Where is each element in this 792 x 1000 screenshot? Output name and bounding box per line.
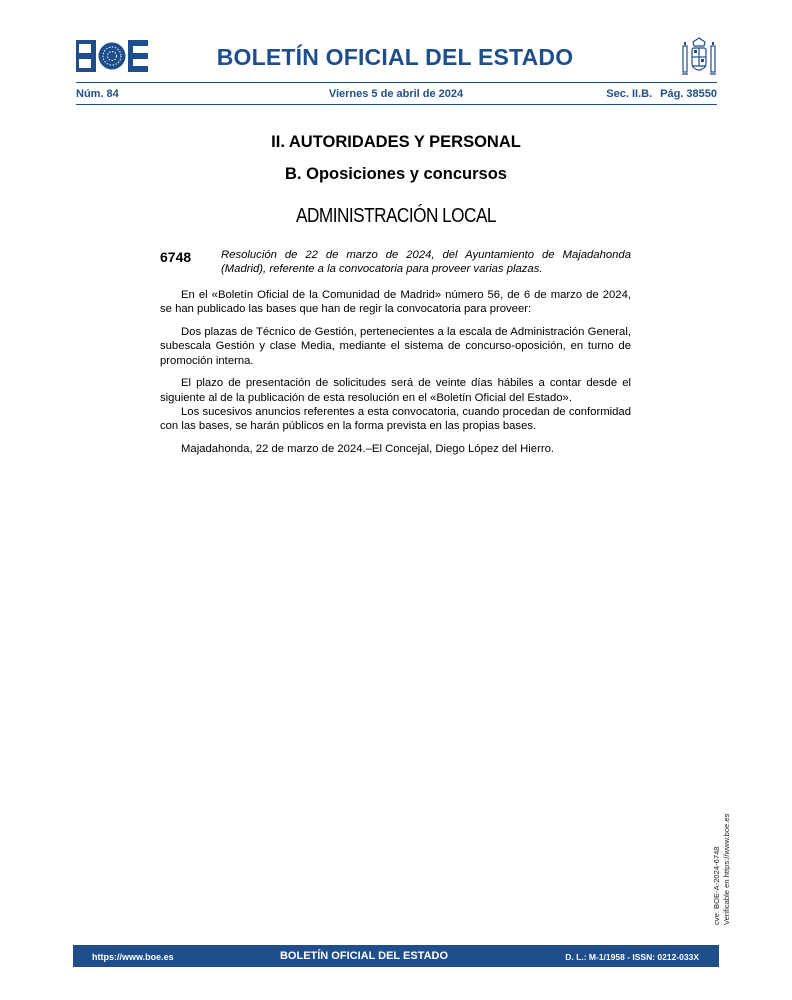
verification-note: [712, 725, 731, 925]
signature: Majadahonda, 22 de marzo de 2024.–El Concejal, Diego López del Hierro.: [181, 443, 555, 456]
masthead-title: BOLETÍN OFICIAL DEL ESTADO: [216, 44, 574, 70]
boe-logo: [76, 40, 148, 72]
paragraph: En el «Boletín Oficial de la Comunidad de Madrid» número 56, de 6 de marzo de 2024, se han publicado las bases que han de regir la convocatoria para proveer:: [160, 289, 631, 316]
header-rule-top: [76, 82, 717, 83]
section-category: ADMINISTRACIÓN LOCAL: [296, 205, 496, 227]
entry-number: 6748: [160, 249, 192, 265]
paragraph: Dos plazas de Técnico de Gestión, pertenecientes a la escala de Administración General, subescala Gestión y clase Media, mediante el sistema de concurso-oposición, en turno de promoción interna.: [160, 326, 631, 367]
paragraph: Los sucesivos anuncios referentes a esta convocatoria, cuando procedan de conformidad con las bases, se harán públicos en la forma prevista en las propias bases.: [160, 406, 631, 433]
section-code: Sec. II.B.: [606, 88, 653, 100]
header-rule-bottom: [76, 104, 717, 105]
entry-title: Resolución de 22 de marzo de 2024, del Ayuntamiento de Majadahonda (Madrid), referente a la convocatoria para proveer varias plazas.: [221, 249, 631, 275]
spain-coat-of-arms-icon: [680, 36, 718, 78]
footer-url[interactable]: https://www.boe.es: [92, 952, 174, 962]
verify-link: Verificable en https://www.boe.es: [721, 813, 731, 925]
page-number: Pág. 38550: [660, 88, 717, 100]
paragraph: El plazo de presentación de solicitudes será de veinte días hábiles a contar desde el siguiente al de la publicación de esta resolución en el «Boletín Oficial del Estado».: [160, 377, 631, 404]
section-page: [606, 88, 717, 100]
entry-body: [160, 288, 631, 465]
issue-number: Núm. 84: [76, 88, 119, 100]
footer-title: BOLETÍN OFICIAL DEL ESTADO: [279, 950, 449, 962]
section-subtitle: B. Oposiciones y concursos: [285, 165, 507, 183]
footer-legal: D. L.: M-1/1958 - ISSN: 0212-033X: [565, 952, 699, 962]
footer-bar: [73, 945, 719, 967]
cve-code: cve: BOE-A-2024-6748: [712, 846, 721, 925]
issue-date: Viernes 5 de abril de 2024: [328, 88, 464, 100]
section-title: II. AUTORIDADES Y PERSONAL: [271, 133, 521, 151]
